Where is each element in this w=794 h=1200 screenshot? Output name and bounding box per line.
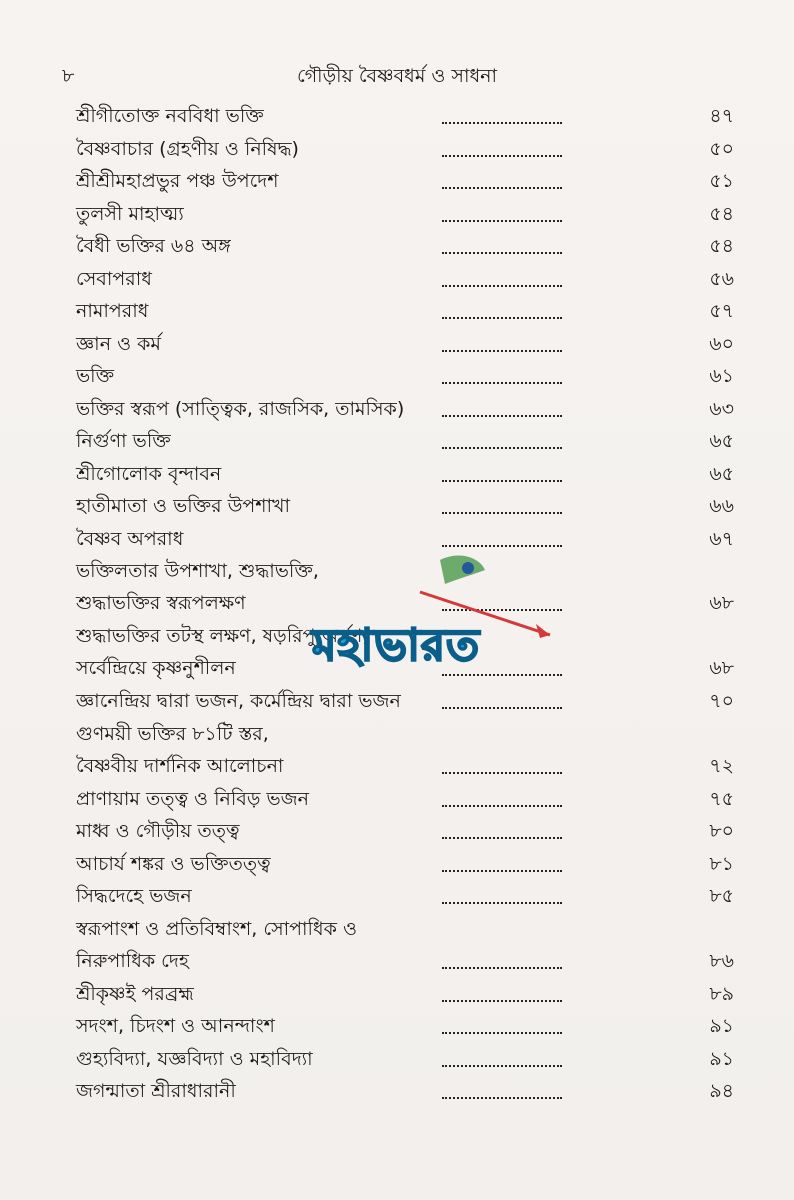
- toc-dot-leader: [442, 480, 562, 482]
- toc-entry-title: শ্রীগোলোক বৃন্দাবন: [76, 462, 222, 485]
- toc-page-number: ৮০: [709, 820, 734, 842]
- toc-dot-leader: [442, 1097, 562, 1099]
- toc-dot-leader: [442, 870, 562, 872]
- toc-entry-title: বৈষ্ণবাচার (গ্রহণীয় ও নিষিদ্ধ): [76, 137, 299, 160]
- toc-page-number: ৭০: [709, 690, 734, 712]
- toc-entry-title: সেবাপরাধ: [76, 267, 152, 290]
- toc-dot-leader: [442, 447, 562, 449]
- toc-dot-leader: [442, 317, 562, 319]
- toc-page-number: ৭৫: [709, 787, 734, 810]
- toc-dot-leader: [442, 707, 562, 709]
- toc-entry: [0, 328, 794, 361]
- toc-entry: [0, 490, 794, 523]
- toc-dot-leader: [442, 187, 562, 189]
- toc-page-number: ৬৬: [709, 495, 734, 517]
- toc-entry-title: ভক্তির স্বরূপ (সাত্ত্বিক, রাজসিক, তামসিক): [76, 397, 405, 420]
- toc-page-number: ৫৬: [709, 267, 734, 290]
- toc-dot-leader: [442, 772, 562, 774]
- toc-dot-leader: [442, 1065, 562, 1067]
- toc-entry-title: আচার্য শঙ্কর ও ভক্তিতত্ত্ব: [76, 852, 271, 875]
- toc-entry-title: হাতীমাতা ও ভক্তির উপশাখা: [76, 495, 291, 517]
- toc-entry-title: বৈধী ভক্তির ৬৪ অঙ্গ: [76, 235, 231, 257]
- running-title: গৌড়ীয় বৈষ্ণবধর্ম ও সাধনা: [297, 65, 497, 87]
- toc-dot-leader: [442, 415, 562, 417]
- toc-entry-title: জগন্মাতা শ্রীরাধারানী: [76, 1080, 236, 1102]
- page-header: [0, 62, 794, 90]
- toc-entry-title: শুদ্ধাভক্তির তটস্থ লক্ষণ, ষড়রিপু অর্পণ,: [76, 625, 369, 647]
- toc-dot-leader: [442, 805, 562, 807]
- toc-page-number: ৪৭: [709, 105, 734, 127]
- toc-dot-leader: [442, 902, 562, 904]
- toc-page-number: ৮৯: [709, 982, 734, 1005]
- toc-page-number: ৫০: [709, 137, 734, 160]
- toc-entry: [0, 913, 794, 978]
- toc-page-number: ৮৬: [709, 949, 734, 972]
- toc-dot-leader: [442, 285, 562, 287]
- toc-entry: [0, 393, 794, 426]
- toc-entry-title: ভক্তিলতার উপশাখা, শুদ্ধাভক্তি,: [76, 560, 319, 582]
- toc-entry: [0, 458, 794, 491]
- toc-entry: [0, 133, 794, 166]
- toc-entry: [0, 1010, 794, 1043]
- toc-dot-leader: [442, 837, 562, 839]
- toc-dot-leader: [442, 512, 562, 514]
- toc-page-number: ৯৪: [709, 1080, 734, 1102]
- toc-entry: [0, 165, 794, 198]
- toc-entry: [0, 718, 794, 783]
- toc-entry-title: জ্ঞানেন্দ্রিয় দ্বারা ভজন, কর্মেন্দ্রিয় দ্বারা ভজন: [76, 690, 401, 712]
- toc-page-number: ৬১: [709, 365, 734, 387]
- toc-page-number: ৯১: [709, 1015, 734, 1037]
- toc-entry: [0, 848, 794, 881]
- toc-entry: [0, 360, 794, 393]
- toc-page-number: ৬৫: [709, 430, 734, 452]
- toc-entry-title: শ্রীশ্রীমহাপ্রভুর পঞ্চ উপদেশ: [76, 170, 279, 192]
- toc-dot-leader: [442, 122, 562, 124]
- toc-dot-leader: [442, 252, 562, 254]
- toc-page-number: ৬৭: [709, 527, 734, 550]
- toc-entry: [0, 815, 794, 848]
- toc-entry-title: নির্গুণা ভক্তি: [76, 430, 171, 452]
- toc-entry: [0, 425, 794, 458]
- toc-page-number: ৫৪: [709, 235, 734, 257]
- toc-entry-title: নিরুপাধিক দেহ: [76, 949, 189, 972]
- toc-entry: [0, 978, 794, 1011]
- toc-dot-leader: [442, 350, 562, 352]
- toc-entry: [0, 295, 794, 328]
- toc-entry: [0, 783, 794, 816]
- toc-entry-title: বৈষ্ণবীয় দার্শনিক আলোচনা: [76, 754, 284, 777]
- toc-page-number: ৮৫: [709, 885, 734, 907]
- toc-entry-title: প্রাণায়াম তত্ত্ব ও নিবিড় ভজন: [76, 787, 309, 810]
- toc-page-number: ৬০: [709, 332, 734, 355]
- toc-entry: [0, 880, 794, 913]
- watermark-logo-text: মহাভারত: [312, 620, 481, 671]
- toc-page-number: ৭২: [709, 754, 734, 777]
- toc-dot-leader: [442, 967, 562, 969]
- toc-dot-leader: [442, 1000, 562, 1002]
- toc-page-number: ৬৮: [709, 592, 734, 614]
- toc-entry: [0, 1075, 794, 1108]
- toc-dot-leader: [442, 382, 562, 384]
- toc-dot-leader: [442, 155, 562, 157]
- page-number: ৮: [62, 65, 75, 87]
- toc-entry-title: ভক্তি: [76, 365, 115, 387]
- toc-entry-title: নামাপরাধ: [76, 300, 149, 322]
- toc-page-number: ৫১: [709, 170, 734, 192]
- toc-entry-title: গুহ্যবিদ্যা, যজ্ঞবিদ্যা ও মহাবিদ্যা: [76, 1047, 313, 1070]
- toc-entry-title: গুণময়ী ভক্তির ৮১টি স্তর,: [76, 722, 269, 745]
- toc-entry: [0, 198, 794, 231]
- toc-entry-title: সর্বেন্দ্রিয়ে কৃষ্ণনুশীলন: [76, 657, 236, 679]
- toc-entry: [0, 1043, 794, 1076]
- toc-page-number: ৬৮: [709, 657, 734, 679]
- toc-entry: [0, 100, 794, 133]
- toc-page-number: ৬৩: [709, 397, 734, 420]
- toc-entry-title: শ্রীগীতোক্ত নববিধা ভক্তি: [76, 105, 264, 127]
- toc-dot-leader: [442, 220, 562, 222]
- toc-page-number: ৫৭: [709, 300, 734, 322]
- toc-entry-title: মাধ্ব ও গৌড়ীয় তত্ত্ব: [76, 820, 240, 842]
- toc-entry-title: তুলসী মাহাত্ম্য: [76, 202, 184, 225]
- toc-entry: [0, 263, 794, 296]
- toc-entry: [0, 685, 794, 718]
- toc-entry-title: স্বরূপাংশ ও প্রতিবিম্বাংশ, সোপাধিক ও: [76, 917, 357, 940]
- toc-entry-title: সিদ্ধদেহে ভজন: [76, 885, 192, 907]
- toc-page-number: ৫৪: [709, 202, 734, 225]
- toc-page-number: ৬৫: [709, 462, 734, 485]
- toc-entry-title: শুদ্ধাভক্তির স্বরূপলক্ষণ: [76, 592, 246, 614]
- toc-dot-leader: [442, 1032, 562, 1034]
- toc-page-number: ৯১: [709, 1047, 734, 1070]
- toc-entry-title: সদংশ, চিদংশ ও আনন্দাংশ: [76, 1015, 275, 1037]
- toc-entry-title: জ্ঞান ও কর্ম: [76, 332, 161, 355]
- toc-entry: [0, 230, 794, 263]
- toc-page-number: ৮১: [709, 852, 734, 875]
- toc-entry-title: বৈষ্ণব অপরাধ: [76, 527, 184, 550]
- toc-entry-title: শ্রীকৃষ্ণই পরব্রহ্ম: [76, 982, 194, 1005]
